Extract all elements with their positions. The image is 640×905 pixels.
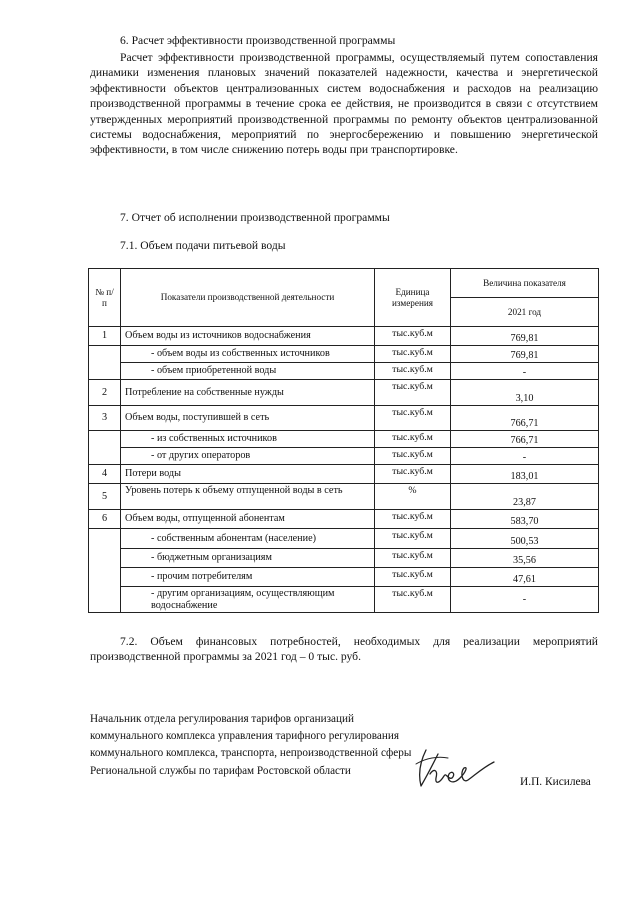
table-row: - из собственных источников тыс.куб.м 766,71 <box>89 431 599 448</box>
handwritten-signature <box>408 744 503 794</box>
col-header-num: № п/п <box>89 269 121 327</box>
col-header-name: Показатели производственной деятельности <box>121 269 375 327</box>
table-row: - прочим потребителям тыс.куб.м 47,61 <box>89 568 599 587</box>
table-row: 1 Объем воды из источников водоснабжения тыс.куб.м 769,81 <box>89 327 599 346</box>
table-row: - от других операторов тыс.куб.м - <box>89 448 599 465</box>
section-6-heading: 6. Расчет эффективности производственной программы <box>120 34 396 47</box>
table-row: - объем приобретенной воды тыс.куб.м - <box>89 363 599 380</box>
table-row: - объем воды из собственных источников тыс.куб.м 769,81 <box>89 346 599 363</box>
table-row: - бюджетным организациям тыс.куб.м 35,56 <box>89 549 599 568</box>
table-row: 5 Уровень потерь к объему отпущенной воды в сеть % 23,87 <box>89 484 599 510</box>
section-6-paragraph: Расчет эффективности производственной программы, осуществляемый путем сопоставления динамики изменения плановых значений показателей надежности, качества и энергетической эффективности объектов централизованных систем водоснабжения и расходов на реализацию производственной программы в течение срока ее действия, не производится в связи с отсутствием утвержденных мероприятий производственной программы по ремонту объектов централизованной системы водоснабжения, мероприятий по энергосбережению и повышению энергетической эффективности, в том числе снижению потерь воды при транспортировке. <box>90 51 598 157</box>
signatory-position: Начальник отдела регулирования тарифов организаций коммунального комплекса управления тарифного регулирования коммунального комплекса, транспорта, непроизводственной сферы Региональной службы по тарифам Ростовской области <box>90 713 412 777</box>
col-header-year: 2021 год <box>451 298 599 327</box>
table-row: - другим организациям, осуществляющим водоснабжение тыс.куб.м - <box>89 587 599 613</box>
table-row: 4 Потери воды тыс.куб.м 183,01 <box>89 465 599 484</box>
table-row: - собственным абонентам (население) тыс.куб.м 500,53 <box>89 529 599 549</box>
table-row: 6 Объем воды, отпущенной абонентам тыс.куб.м 583,70 <box>89 510 599 529</box>
table-row: 3 Объем воды, поступившей в сеть тыс.куб.м 766,71 <box>89 406 599 431</box>
col-header-value: Величина показателя <box>451 269 599 298</box>
section-7-1-heading: 7.1. Объем подачи питьевой воды <box>120 239 286 252</box>
signatory-name: И.П. Кисилева <box>520 776 591 788</box>
water-supply-table <box>88 268 599 613</box>
col-header-unit: Единица измерения <box>375 269 451 327</box>
section-7-heading: 7. Отчет об исполнении производственной программы <box>120 211 390 224</box>
section-7-2-paragraph: 7.2. Объем финансовых потребностей, необходимых для реализации мероприятий производственной программы за 2021 год – 0 тыс. руб. <box>90 635 598 664</box>
table-row: 2 Потребление на собственные нужды тыс.куб.м 3,10 <box>89 380 599 406</box>
